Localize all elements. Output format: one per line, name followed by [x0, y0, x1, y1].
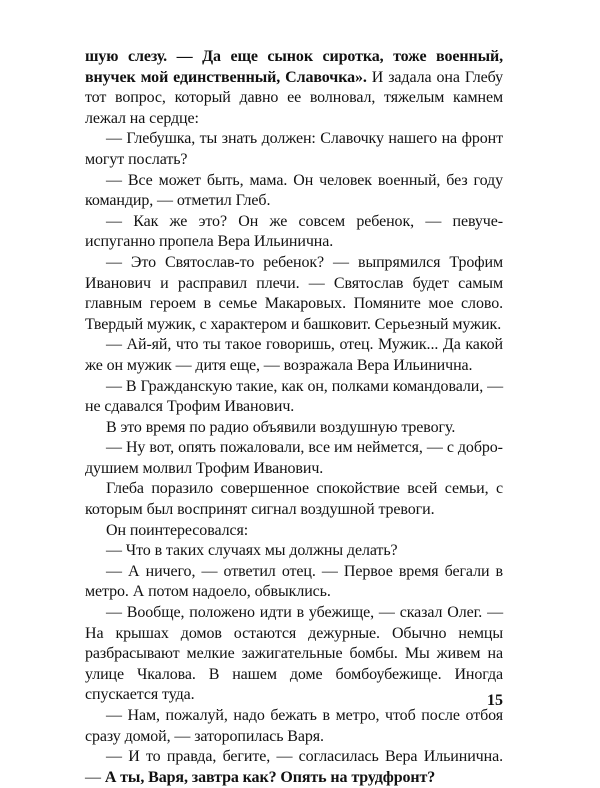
paragraph-13: — А ничего, — ответил отец. — Первое время бегали в метро. А потом надоело, обвыклись.	[85, 562, 503, 601]
paragraph-16-start: — И то правда, бегите, — согласилась Вера Ильинична. —	[85, 748, 503, 786]
paragraph-15: — Нам, пожалуй, надо бежать в метро, чтоб после отбоя сразу домой, — заторопилась Варя.	[85, 707, 503, 745]
paragraph-5: — Это Святослав-то ребенок? — выпрямился Трофим Иванович и расправил плечи. — Святослав будет самым главным героем в семье Макаровых. Помяните мое слово. Твердый мужик, с характером и башковит. Серьезный мужик.	[85, 253, 503, 333]
paragraph-16	[85, 747, 503, 788]
paragraph-2: — Глебушка, ты знать должен: Славочку нашего на фронт могут послать?	[85, 130, 503, 168]
paragraph-6: — Ай-яй, что ты такое говоришь, отец. Мужик... Да какой же он мужик — дитя еще, — возражала Вера Ильинична.	[85, 336, 503, 374]
paragraph-3: — Все может быть, мама. Он человек военный, без году командир, — отметил Глеб.	[85, 171, 503, 210]
paragraph-10: Глеба поразило совершенное спокойствие всей семьи, с которым был воспринят сигнал воздушной тревоги.	[85, 480, 503, 519]
paragraph-1-rest: И задала она Глебу тот вопрос, который давно ее волновал, тяжелым камнем лежал на сердце:	[85, 68, 503, 127]
body-text	[85, 47, 503, 788]
paragraph-11: Он поинтересовался:	[106, 521, 249, 539]
paragraph-16-end: А ты, Варя, завтра как? Опять на трудфронт?	[104, 768, 436, 786]
paragraph-7: — В Гражданскую такие, как он, полками командовали, — не сдавался Трофим Иванович.	[85, 377, 503, 416]
paragraph-8: В это время по радио объявили воздушную тревогу.	[106, 418, 456, 436]
paragraph-14: — Вообще, положено идти в убежище, — сказал Олег. — На крышах домов остаются дежурные. Обычно немцы разбрасывают мелкие зажигательные бомбы. Мы живем на улице Чкалова. В нашем доме бомбоубежище. Иногда спускается туда.	[85, 604, 503, 704]
paragraph-1	[85, 47, 503, 129]
paragraph-1-lead: шую слезу. — Да еще сынок сиротка, тоже военный, внучек мой единственный, Славочка».	[85, 48, 503, 86]
paragraph-12: — Что в таких случаях мы должны делать?	[106, 542, 398, 560]
page-number: 15	[487, 692, 503, 709]
paragraph-4: — Как же это? Он же совсем ребенок, — певуче-испуганно пропела Вера Ильинична.	[85, 212, 503, 251]
paragraph-9: — Ну вот, опять пожаловали, все им неймется, — с добродушием молвил Трофим Иванович.	[85, 439, 503, 477]
